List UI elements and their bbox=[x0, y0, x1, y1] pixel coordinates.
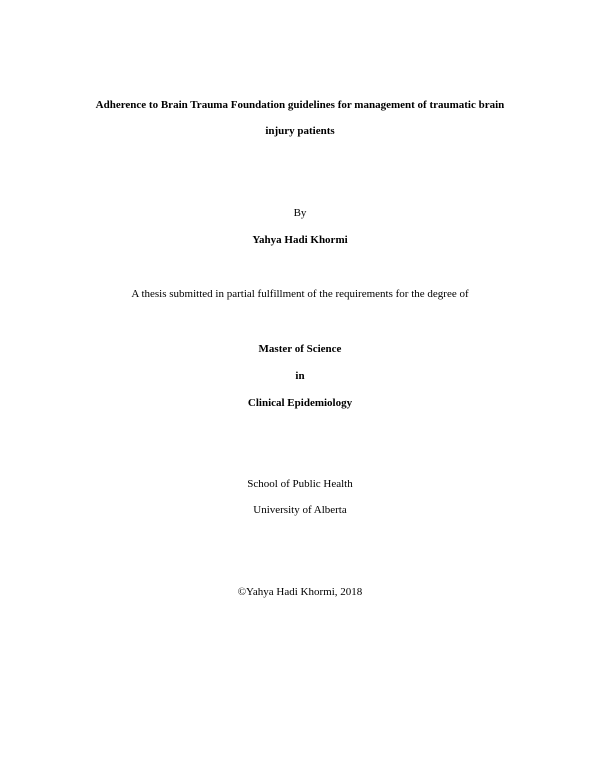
thesis-title-line-1: Adherence to Brain Trauma Foundation guidelines for management of traumatic brain bbox=[95, 99, 505, 111]
degree-field: Clinical Epidemiology bbox=[247, 397, 353, 409]
thesis-title-line-2: injury patients bbox=[265, 125, 335, 137]
university-name: University of Alberta bbox=[253, 504, 347, 516]
by-label: By bbox=[293, 207, 307, 219]
copyright-notice: ©Yahya Hadi Khormi, 2018 bbox=[237, 586, 363, 598]
school-name: School of Public Health bbox=[247, 478, 353, 490]
degree-in: in bbox=[295, 370, 305, 382]
degree-name: Master of Science bbox=[258, 343, 342, 355]
thesis-statement: A thesis submitted in partial fulfillment of the requirements for the degree of bbox=[131, 288, 469, 300]
author-name: Yahya Hadi Khormi bbox=[252, 234, 348, 246]
